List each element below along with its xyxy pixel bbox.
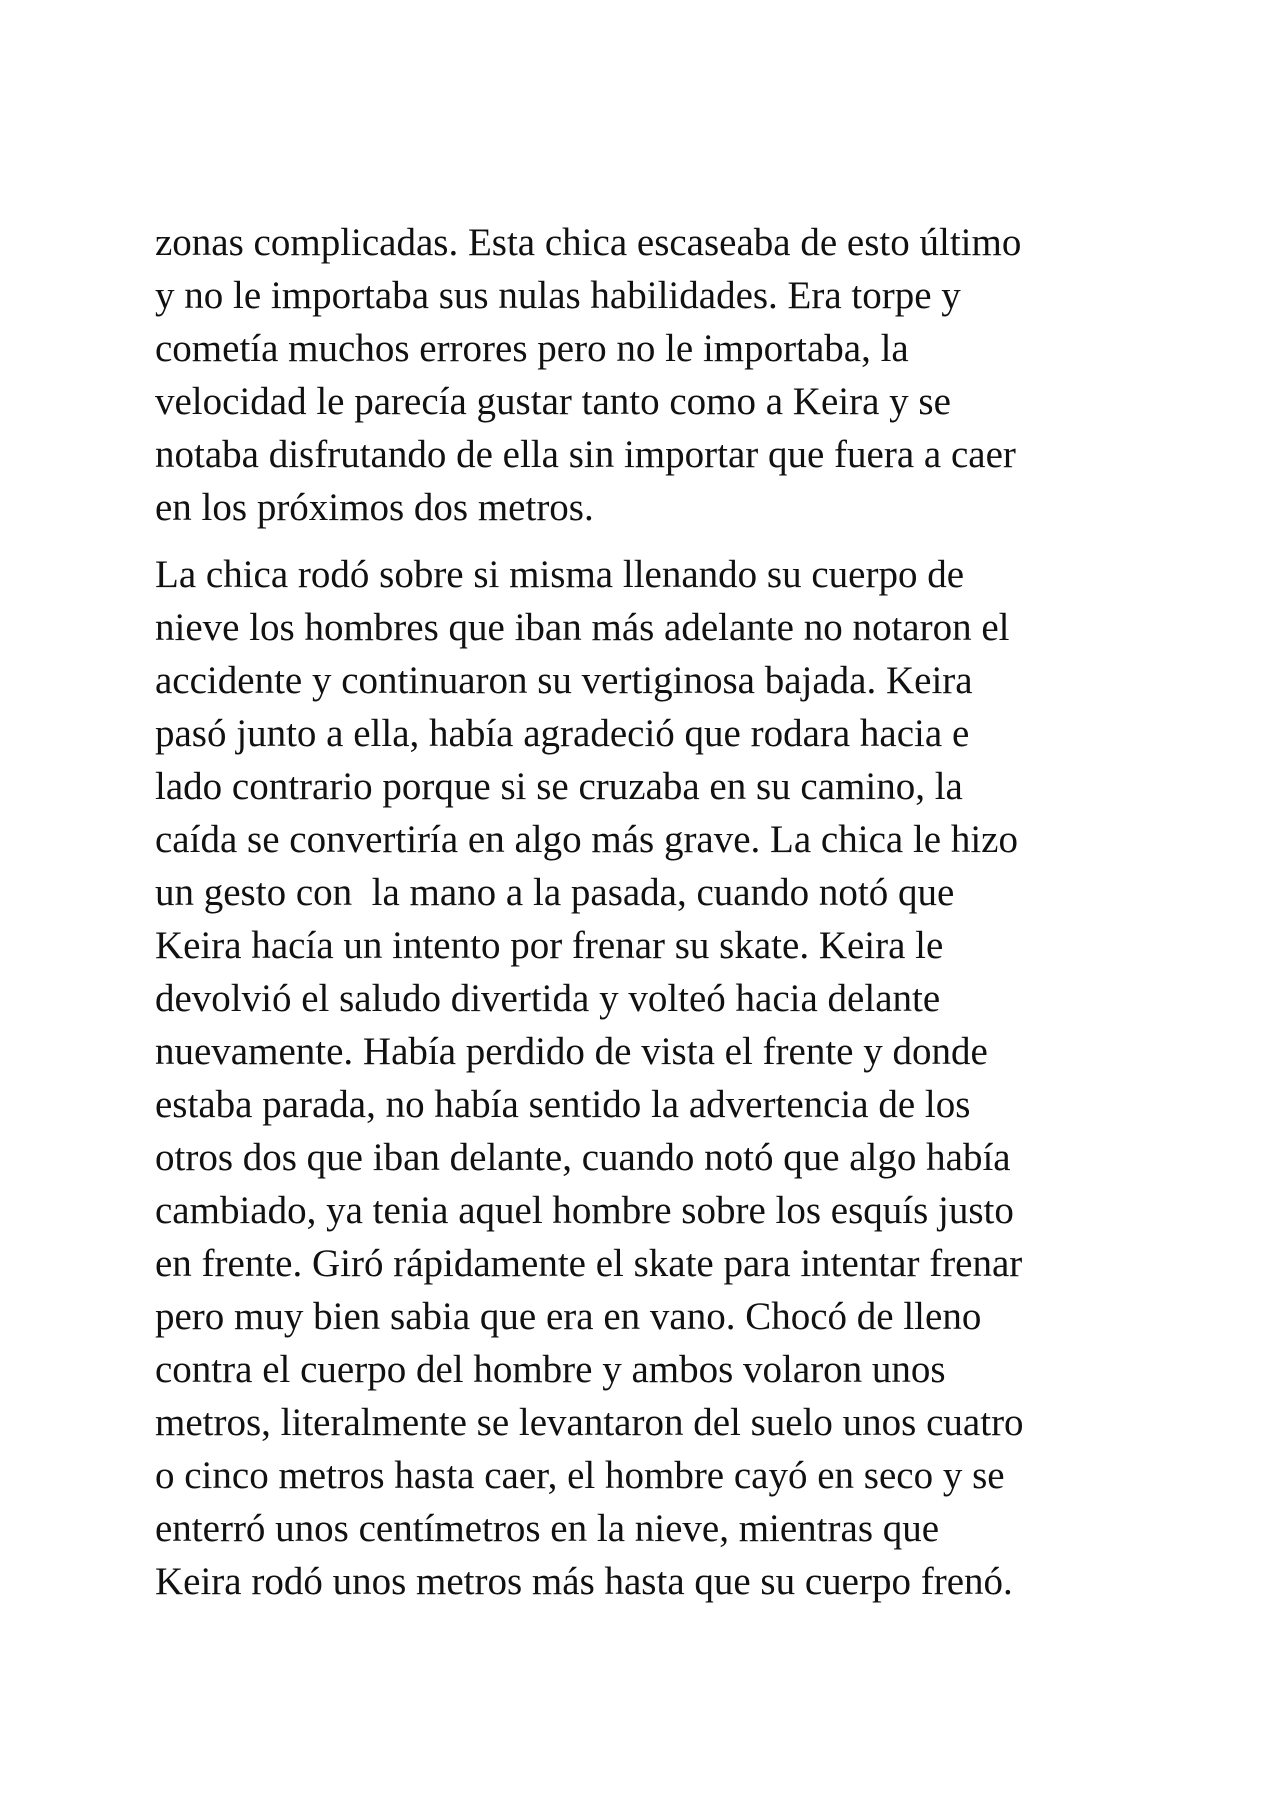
text-line: y no le importaba sus nulas habilidades. Era torpe y [155,274,961,317]
text-line: o cinco metros hasta caer, el hombre cayó en seco y se [155,1454,1005,1497]
paragraph-1 [155,216,1135,534]
text-line: devolvió el saludo divertida y volteó hacia delante [155,977,941,1020]
text-line: pero muy bien sabia que era en vano. Chocó de lleno [155,1295,982,1338]
text-line: otros dos que iban delante, cuando notó que algo había [155,1136,1011,1179]
text-line: cambiado, ya tenia aquel hombre sobre los esquís justo [155,1189,1014,1232]
text-line: caída se convertiría en algo más grave. La chica le hizo [155,818,1018,861]
text-line: notaba disfrutando de ella sin importar que fuera a caer [155,433,1016,476]
text-line: velocidad le parecía gustar tanto como a Keira y se [155,380,951,423]
text-line: cometía muchos errores pero no le importaba, la [155,327,909,370]
text-line: pasó junto a ella, había agradeció que rodara hacia e [155,712,970,755]
text-line: Keira rodó unos metros más hasta que su cuerpo frenó. [155,1560,1013,1603]
text-line: accidente y continuaron su vertiginosa bajada. Keira [155,659,973,702]
text-line: lado contrario porque si se cruzaba en su camino, la [155,765,963,808]
text-line: zonas complicadas. Esta chica escaseaba de esto último [155,221,1022,264]
text-line: nieve los hombres que iban más adelante no notaron el [155,606,1010,649]
text-line: en los próximos dos metros. [155,486,594,529]
text-line: contra el cuerpo del hombre y ambos volaron unos [155,1348,946,1391]
text-line: estaba parada, no había sentido la advertencia de los [155,1083,971,1126]
text-line: nuevamente. Había perdido de vista el frente y donde [155,1030,988,1073]
paragraph-2 [155,548,1135,1608]
text-line: en frente. Giró rápidamente el skate para intentar frenar [155,1242,1023,1285]
text-line: un gesto con la mano a la pasada, cuando notó que [155,871,955,914]
text-line: La chica rodó sobre si misma llenando su cuerpo de [155,553,965,596]
body-text [155,216,1135,1608]
text-line: Keira hacía un intento por frenar su skate. Keira le [155,924,944,967]
text-line: metros, literalmente se levantaron del suelo unos cuatro [155,1401,1024,1444]
text-line: enterró unos centímetros en la nieve, mientras que [155,1507,940,1550]
